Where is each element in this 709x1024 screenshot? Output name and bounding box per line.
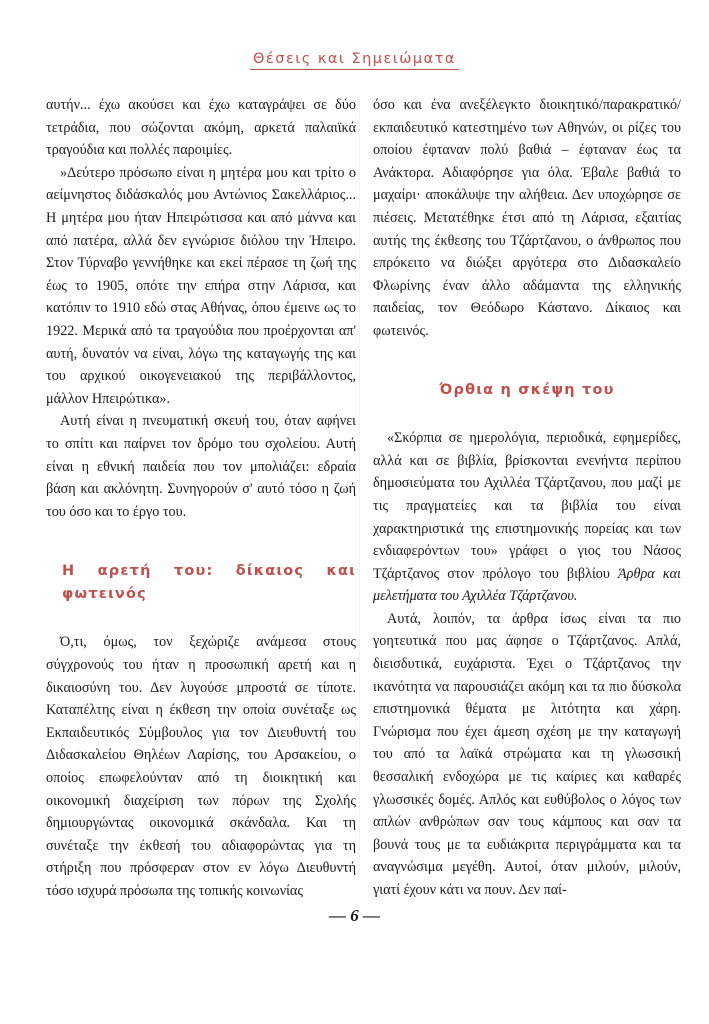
section-heading: Η αρετή του: δίκαιος και φωτεινός — [62, 563, 356, 602]
paragraph: όσο και ένα ανεξέλεγκτο διοικητικό/παρακρατικό/εκπαιδευτικό κατεστημένο των Αθηνών, οι ρίζες του οποίου έφταναν πολύ βαθιά – έφταναν έως τα Ανάκτορα. Αδιαφόρησε για όλα. Έβαλε βαθιά το μαχαίρι· αποκάλυψε την αλήθεια. Δεν υποχώρησε σε πιέσεις. Μετατέθηκε έτσι από τη Λάρισα, εξαιτίας αυτής της έκθεσης του Τζάρτζανου, ο άνθρωπος που επρόκειτο να διώξει αργότερα στο Διδασκαλείο Φλωρίνης έναν άλλο αδάμαντα της ελληνικής παιδείας, τον Θεόδωρο Κάστανο. Δίκαιος και φωτεινός. — [373, 97, 681, 339]
paragraph: Αυτή είναι η πνευματική σκευή του, όταν αφήνει το σπίτι και παίρνει τον δρόμο του σχολείου. Αυτή είναι η εθνική παιδεία που τον μπολιάζει: εδραία βάση και ακλόνητη. Συνηγορούν σ' αυτό τόσο η ζωή του όσο και το έργο του. — [46, 413, 356, 520]
column-gutter — [359, 94, 360, 874]
page-number: — 6 — — [329, 906, 380, 925]
running-head-title: Θέσεις και Σημειώματα — [250, 51, 459, 70]
quote-text: «Σκόρπια σε ημερολόγια, περιοδικά, εφημερίδες, αλλά και σε βιβλία, βρίσκονται ενενήντα περίπου δημοσιεύματα του Αχιλλέα Τζάρτζανου, που μαζί με τις πραγματείες και τα βιβλία του είναι χαρακτηριστικά της επιστημονικής πορείας και των ενδιαφερόντων του» γράφει ο γιος του Νάσος Τζάρτζανος στον πρόλογο του βιβλίου — [373, 430, 681, 582]
paragraph: αυτήν... έχω ακούσει και έχω καταγράψει σε δύο τετράδια, που σώζονται ακόμη, αρκετά παλαιϊκά τραγούδια και πολλές παροιμίες. — [46, 97, 356, 159]
paragraph — [373, 427, 681, 608]
left-column — [46, 94, 356, 903]
section-heading: Όρθια η σκέψη του — [439, 381, 615, 398]
running-head — [0, 50, 709, 70]
book-title: Άρθρα και μελετήματα του Αχιλλέα Τζάρτζανου. — [373, 565, 681, 605]
paragraph: Αυτά, λοιπόν, τα άρθρα ίσως είναι τα πιο γοητευτικά που μας άφησε ο Τζάρτζανος. Απλά, διεισδυτικά, ευχάριστα. Έχει ο Τζάρτζανος την ικανότητα να παρουσιάζει ακόμη και τα πιο δύσκολα επιστημονικά θέματα με λιτότητα και χάρη. Γνώρισμα που έχει άμεση σχέση με την καταγωγή του από τα λαϊκά στρώματα και τη γλωσσική θεσσαλική ενδοχώρα με τις καίριες και καθαρές γλωσσικές δομές. Απλός και ευθύβολος ο λόγος των απλών ανθρώπων σαν τους κάμπους και σαν τα βουνά τους με τα ευδιάκριτα περιγράμματα και τα αναγνώσιμα μεγέθη. Αυτοί, όταν μιλούν, μιλούν, γιατί έχουν κάτι να πουν. Δεν παί- — [373, 610, 681, 898]
paragraph: Ό,τι, όμως, τον ξεχώριζε ανάμεσα στους σύγχρονούς του ήταν η προσωπική αρετή και η δικαιοσύνη του. Δεν λυγούσε μπροστά σε τίποτε. Καταπέλτης είναι η έκθεση την οποία συνέταξε ως Εκπαιδευτικός Σύμβουλος για τον Διευθυντή του Διδασκαλείου Θηλέων Λαρίσης, του Αρσακείου, ο οποίος επωφελούνταν από τη διοικητική και οικονομική διαχείριση των πόρων της Σχολής δημιουργώντας οικονομικά σκάνδαλα. Και τη συνέταξε την έκθεσή του αδιαφορώντας για τη στήριξη που πρόσφεραν στον εν λόγω Διευθυντή τόσο ισχυρά πρόσωπα της τοπικής κοινωνίας — [46, 634, 356, 899]
right-column — [373, 94, 681, 902]
paragraph: »Δεύτερο πρόσωπο είναι η μητέρα μου και τρίτο ο αείμνηστος διδάσκαλός μου Αντώνιος Σακελλάριος... Η μητέρα μου ήταν Ηπειρώτισσα και από μάννα και από πατέρα, αλλά δεν εγνώρισε διόλου την Ήπειρο. Στον Τύρναβο γεννήθηκε και εκεί πέρασε τη ζωή της έως το 1905, οπότε την επήρα στην Λάρισα, και κατόπιν το 1910 εδώ στας Αθήνας, όπου έμεινε ως το 1922. Μερικά από τα τραγούδια που προέρχονται απ' αυτή, δυνατόν να είναι, λόγω της καταγωγής της και του αρχικού οικογενειακού της περιβάλλοντος, μάλλον Ηπειρώτικα». — [46, 164, 356, 407]
